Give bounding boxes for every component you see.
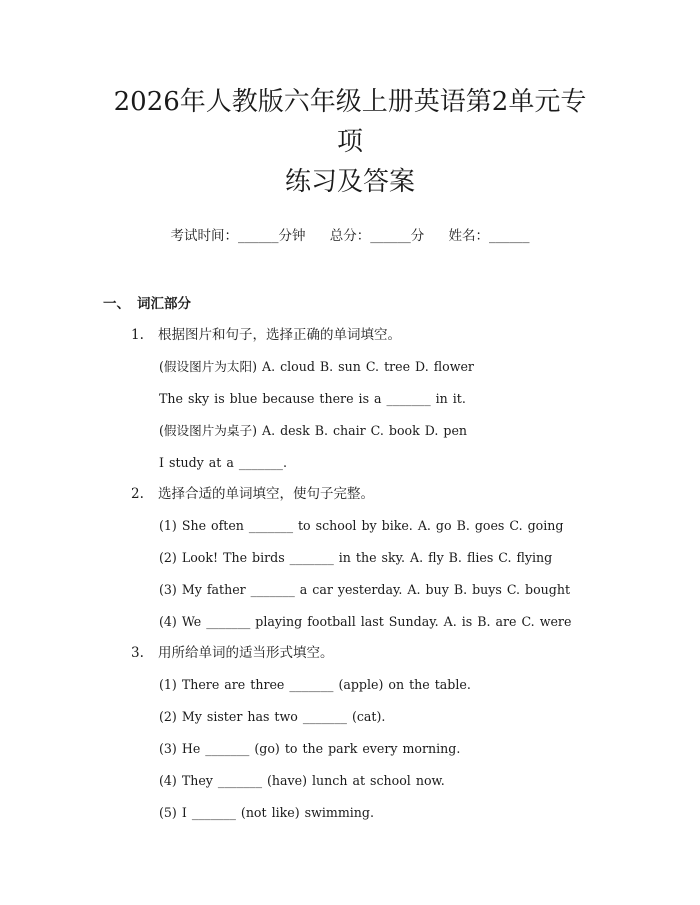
question-text: 选择合适的单词填空，使句子完整。 [158,486,374,502]
question-number: 1. [131,327,144,343]
question-item: I study at a _______. [159,455,287,470]
question-item: (1) There are three _______ (apple) on the table. [159,677,471,692]
question-item: (假设图片为桌子) A. desk B. chair C. book D. pen [159,423,468,438]
question-item: (5) I _______ (not like) swimming. [159,805,374,820]
question-item: (2) Look! The birds _______ in the sky. A. fly B. flies C. flying [159,550,553,565]
section-heading [103,294,597,314]
title-line-2: 练习及答案 [284,167,415,197]
question-number: 3. [131,645,144,661]
section-number: 一、 [103,296,130,312]
question-text: 根据图片和句子，选择正确的单词填空。 [158,327,401,343]
question-item: (4) We _______ playing football last Sunday. A. is B. are C. were [159,614,572,629]
student-name: 姓名：______ [448,228,530,244]
question-item: (假设图片为太阳) A. cloud B. sun C. tree D. flower [159,359,474,374]
question-text: 用所给单词的适当形式填空。 [158,645,334,661]
exam-time: 考试时间：______分钟 [170,228,306,244]
question-item: (3) He _______ (go) to the park every morning. [159,741,461,756]
question-2 [103,484,597,504]
question-item: The sky is blue because there is a _______ in it. [159,391,466,406]
title-line-1: 2026年人教版六年级上册英语第2单元专项 [113,87,587,157]
question-number: 2. [131,486,144,502]
question-3 [103,643,597,663]
exam-info [103,226,597,246]
question-item: (4) They _______ (have) lunch at school now. [159,773,445,788]
question-1 [103,325,597,345]
document-title [103,0,597,202]
question-item: (2) My sister has two _______ (cat). [159,709,386,724]
question-item: (1) She often _______ to school by bike. A. go B. goes C. going [159,518,564,533]
question-item: (3) My father _______ a car yesterday. A. buy B. buys C. bought [159,582,571,597]
total-score: 总分：______分 [329,228,425,244]
section-title: 词汇部分 [137,296,191,312]
